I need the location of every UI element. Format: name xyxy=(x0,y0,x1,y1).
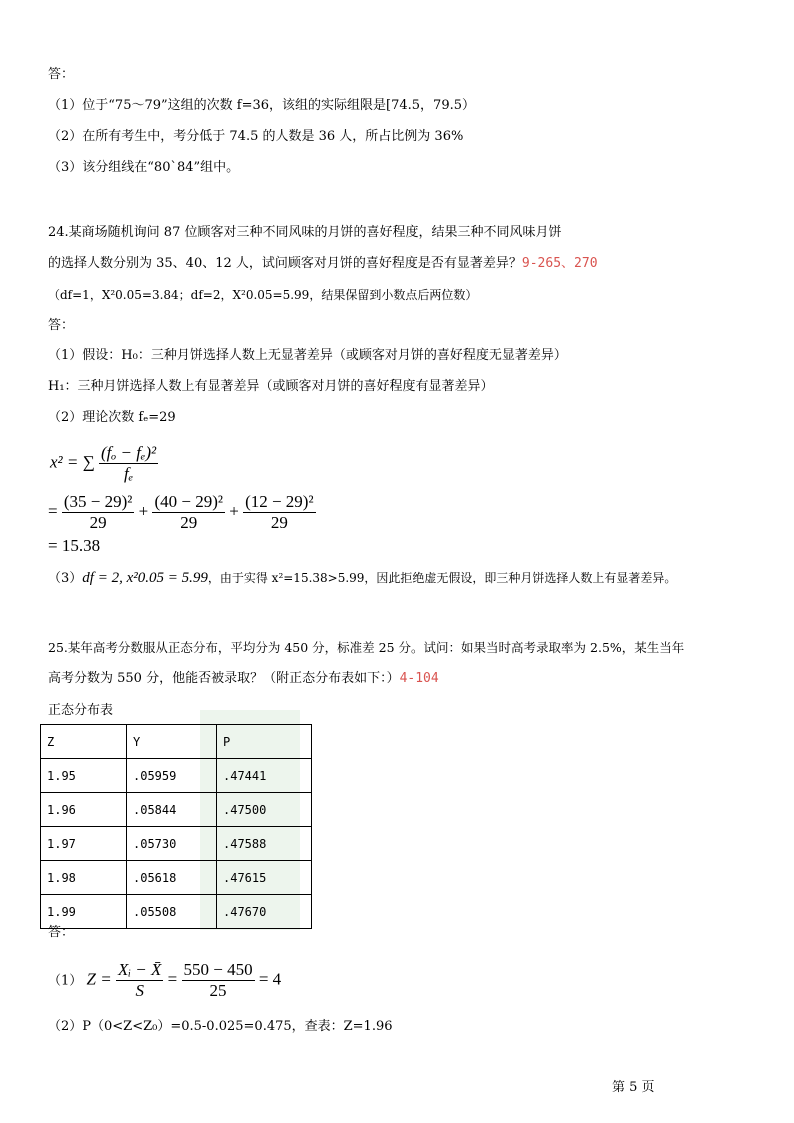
z-fraction-1-denominator: S xyxy=(116,980,163,1001)
z-fraction-2-denominator: 25 xyxy=(182,980,255,1001)
cell-y: .05730 xyxy=(127,827,217,861)
cell-z: 1.96 xyxy=(41,793,127,827)
table-header-row xyxy=(41,725,312,759)
q24-answer-label: 答： xyxy=(48,318,75,333)
z-result: = 4 xyxy=(258,969,282,989)
formula2-prefix: = xyxy=(48,501,58,521)
q25-line-1: 25.某年高考分数服从正态分布，平均分为 450 分，标准差 25 分。试问：如果当时高考录取率为 2.5%，某生当年 xyxy=(48,640,685,655)
q24-line-2-text: 的选择人数分别为 35、40、12 人，试问顾客对月饼的喜好程度是否有显著差异？ xyxy=(48,256,522,271)
cell-p: .47615 xyxy=(217,861,312,895)
q24-answer-3 xyxy=(48,570,676,587)
q23-answer-3: （3）该分组线在“80`84”组中。 xyxy=(48,160,240,175)
table-row xyxy=(41,827,312,861)
q24-answer-3-text: ，由于实得 x²=15.38>5.99，因此拒绝虚无假设，即三种月饼选择人数上有显著差异。 xyxy=(207,571,677,585)
cell-z: 1.97 xyxy=(41,827,127,861)
z-lhs: Z = xyxy=(86,969,112,989)
cell-y: .05618 xyxy=(127,861,217,895)
z-fraction-2 xyxy=(182,960,255,1001)
term-1 xyxy=(62,492,135,533)
q25-line-2 xyxy=(48,671,439,687)
q25-answer-1-prefix: （1） xyxy=(48,973,83,989)
z-equals: = xyxy=(167,969,178,989)
z-fraction-2-numerator: 550 − 450 xyxy=(183,960,253,979)
q24-answer-3-prefix: （3） xyxy=(48,571,83,586)
cell-z: 1.99 xyxy=(41,895,127,929)
q24-answer-3-math: df = 2, x²0.05 = 5.99 xyxy=(82,570,208,586)
q25-line-2-text: 高考分数为 550 分，他能否被录取？（附正态分布表如下：） xyxy=(48,671,400,686)
z-fraction-1 xyxy=(116,960,163,1001)
chi-square-formula xyxy=(50,443,158,484)
term-2-denominator: 29 xyxy=(152,512,225,533)
q24-answer-1: （1）假设：H₀：三种月饼选择人数上无显著差异（或顾客对月饼的喜好程度无显著差异） xyxy=(48,348,567,363)
z-score-formula xyxy=(48,960,281,1001)
table-row xyxy=(41,895,312,929)
term-2-numerator: (40 − 29)² xyxy=(154,492,223,511)
formula-denominator: fₑ xyxy=(99,463,158,484)
cell-y: .05959 xyxy=(127,759,217,793)
formula-numerator: (fₒ − fₑ)² xyxy=(100,443,157,462)
cell-z: 1.98 xyxy=(41,861,127,895)
term-3 xyxy=(243,492,316,533)
table-row xyxy=(41,793,312,827)
q24-line-1: 24.某商场随机询问 87 位顾客对三种不同风味的月饼的喜好程度，结果三种不同风味月饼 xyxy=(48,225,562,240)
cell-p: .47441 xyxy=(217,759,312,793)
term-3-denominator: 29 xyxy=(243,512,316,533)
table-title: 正态分布表 xyxy=(48,703,114,718)
q25-reference: 4-104 xyxy=(399,671,439,686)
chi-square-result: = 15.38 xyxy=(48,536,101,555)
table-row xyxy=(41,861,312,895)
page-number: 第 5 页 xyxy=(612,1080,655,1095)
q24-line-2 xyxy=(48,256,598,272)
q25-answer-label: 答： xyxy=(48,925,75,940)
q24-answer-1b: H₁：三种月饼选择人数上有显著差异（或顾客对月饼的喜好程度有显著差异） xyxy=(48,379,494,394)
cell-p: .47500 xyxy=(217,793,312,827)
header-p: P xyxy=(217,725,312,759)
q25-answer-2: （2）P（0<Z<Z₀）=0.5-0.025=0.475，查表：Z=1.96 xyxy=(48,1019,393,1034)
cell-p: .47670 xyxy=(217,895,312,929)
cell-y: .05508 xyxy=(127,895,217,929)
chi-square-substitution xyxy=(48,492,316,533)
q23-answer-2: （2）在所有考生中，考分低于 74.5 的人数是 36 人，所占比例为 36% xyxy=(48,129,464,144)
plus-sign: + xyxy=(229,501,239,521)
term-2 xyxy=(152,492,225,533)
cell-p: .47588 xyxy=(217,827,312,861)
cell-y: .05844 xyxy=(127,793,217,827)
plus-sign: + xyxy=(138,501,149,521)
formula-fraction xyxy=(99,443,158,484)
term-3-numerator: (12 − 29)² xyxy=(245,492,314,511)
q24-answer-2: （2）理论次数 fₑ=29 xyxy=(48,410,176,425)
normal-distribution-table xyxy=(40,724,312,929)
term-1-denominator: 29 xyxy=(62,512,135,533)
header-y: Y xyxy=(127,725,217,759)
q24-line-3: （df=1，X²0.05=3.84；df=2，X²0.05=5.99，结果保留到小数点后两位数） xyxy=(48,288,478,302)
table-row xyxy=(41,759,312,793)
term-1-numerator: (35 − 29)² xyxy=(63,492,133,511)
q24-reference: 9-265、270 xyxy=(521,256,598,271)
cell-z: 1.95 xyxy=(41,759,127,793)
header-z: Z xyxy=(41,725,127,759)
z-fraction-1-numerator: Xᵢ − X̄ xyxy=(117,960,162,979)
answer-label: 答： xyxy=(48,67,75,82)
q23-answer-1: （1）位于“75～79”这组的次数 f=36，该组的实际组限是[74.5，79.5） xyxy=(48,98,475,113)
formula-lhs: x² = ∑ xyxy=(50,452,95,472)
